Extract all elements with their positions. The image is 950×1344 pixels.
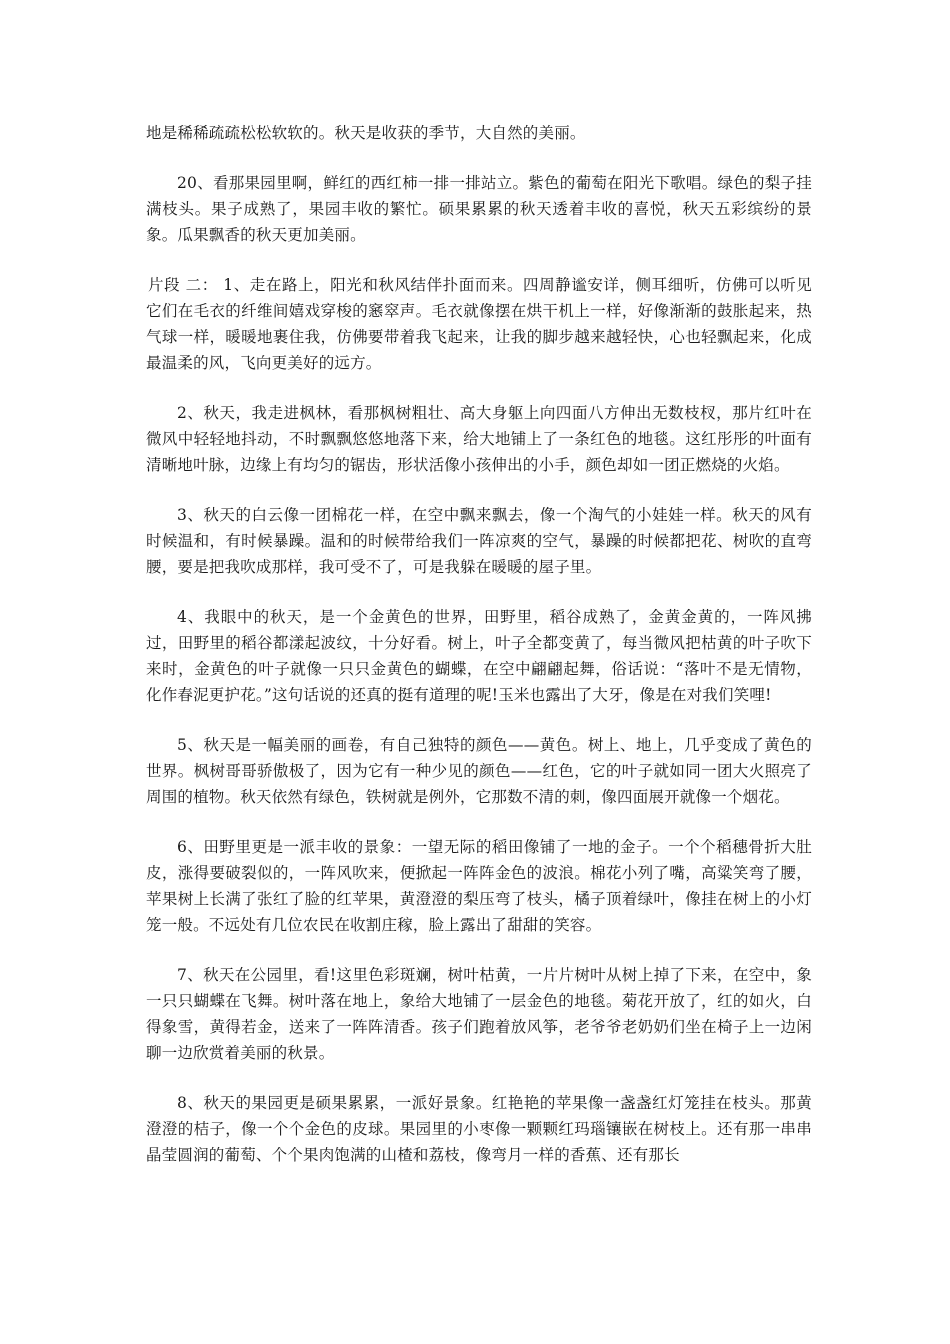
paragraph-4: 4、我眼中的秋天，是一个金黄色的世界，田野里，稻谷成熟了，金黄金黄的，一阵风拂过，田野里的稻谷都漾起波纹，十分好看。树上，叶子全都变黄了，每当微风把枯黄的叶子吹下来时，金黄色的叶子就像一只只金黄色的蝴蝶，在空中翩翩起舞，俗话说：“落叶不是无情物，化作春泥更护花。”这句话说的还真的挺有道理的呢!玉米也露出了大牙，像是在对我们笑哩! [146, 608, 812, 704]
paragraph-section-two-1: 片段 二： 1、走在路上，阳光和秋风结伴扑面而来。四周静谧安详，侧耳细听，仿佛可以听见它们在毛衣的纤维间嬉戏穿梭的窸窣声。毛衣就像摆在烘干机上一样，好像渐渐的鼓胀起来，热气球一样，暖暖地裹住我，仿佛要带着我飞起来，让我的脚步越来越轻快，心也轻飘起来，化成最温柔的风，飞向更美好的远方。 [146, 276, 812, 372]
paragraph-5: 5、秋天是一幅美丽的画卷，有自己独特的颜色——黄色。树上、地上，几乎变成了黄色的世界。枫树哥哥骄傲极了，因为它有一种少见的颜色——红色，它的叶子就如同一团大火照亮了周围的植物。秋天依然有绿色，铁树就是例外，它那数不清的刺，像四面展开就像一个烟花。 [146, 736, 812, 806]
paragraph-2: 2、秋天，我走进枫林，看那枫树粗壮、高大身躯上向四面八方伸出无数枝杈，那片红叶在微风中轻轻地抖动，不时飘飘悠悠地落下来，给大地铺上了一条红色的地毯。这红彤彤的叶面有清晰地叶脉，边缘上有均匀的锯齿，形状活像小孩伸出的小手，颜色却如一团正燃烧的火焰。 [146, 404, 812, 474]
paragraph-continuation: 地是稀稀疏疏松松软软的。秋天是收获的季节，大自然的美丽。 [146, 124, 586, 142]
paragraph-20: 20、看那果园里啊，鲜红的西红柿一排一排站立。紫色的葡萄在阳光下歌唱。绿色的梨子挂满枝头。果子成熟了，果园丰收的繁忙。硕果累累的秋天透着丰收的喜悦，秋天五彩缤纷的景象。瓜果飘香的秋天更加美丽。 [146, 174, 812, 244]
paragraph-8: 8、秋天的果园更是硕果累累，一派好景象。红艳艳的苹果像一盏盏红灯笼挂在枝头。那黄澄澄的桔子，像一个个金色的皮球。果园里的小枣像一颗颗红玛瑙镶嵌在树枝上。还有那一串串晶莹圆润的葡萄、个个果肉饱满的山楂和荔枝，像弯月一样的香蕉、还有那长 [146, 1094, 812, 1164]
paragraph-3: 3、秋天的白云像一团棉花一样，在空中飘来飘去，像一个淘气的小娃娃一样。秋天的风有时候温和，有时候暴躁。温和的时候带给我们一阵凉爽的空气，暴躁的时候都把花、树吹的直弯腰，要是把我吹成那样，我可受不了，可是我躲在暖暖的屋子里。 [146, 506, 812, 576]
paragraph-7: 7、秋天在公园里，看!这里色彩斑斓，树叶枯黄，一片片树叶从树上掉了下来，在空中，象一只只蝴蝶在飞舞。树叶落在地上，象给大地铺了一层金色的地毯。菊花开放了，红的如火，白得象雪，黄得若金，送来了一阵阵清香。孩子们跑着放风筝，老爷爷老奶奶们坐在椅子上一边闲聊一边欣赏着美丽的秋景。 [146, 966, 812, 1062]
document-page [146, 118, 812, 1192]
paragraph-6: 6、田野里更是一派丰收的景象：一望无际的稻田像铺了一地的金子。一个个稻穗骨折大肚皮，涨得要破裂似的，一阵风吹来，便掀起一阵阵金色的波浪。棉花小列了嘴，高粱笑弯了腰，苹果树上长满了张红了脸的红苹果，黄澄澄的梨压弯了枝头，橘子顶着绿叶，像挂在树上的小灯笼一般。不远处有几位农民在收割庄稼，脸上露出了甜甜的笑容。 [146, 838, 812, 934]
